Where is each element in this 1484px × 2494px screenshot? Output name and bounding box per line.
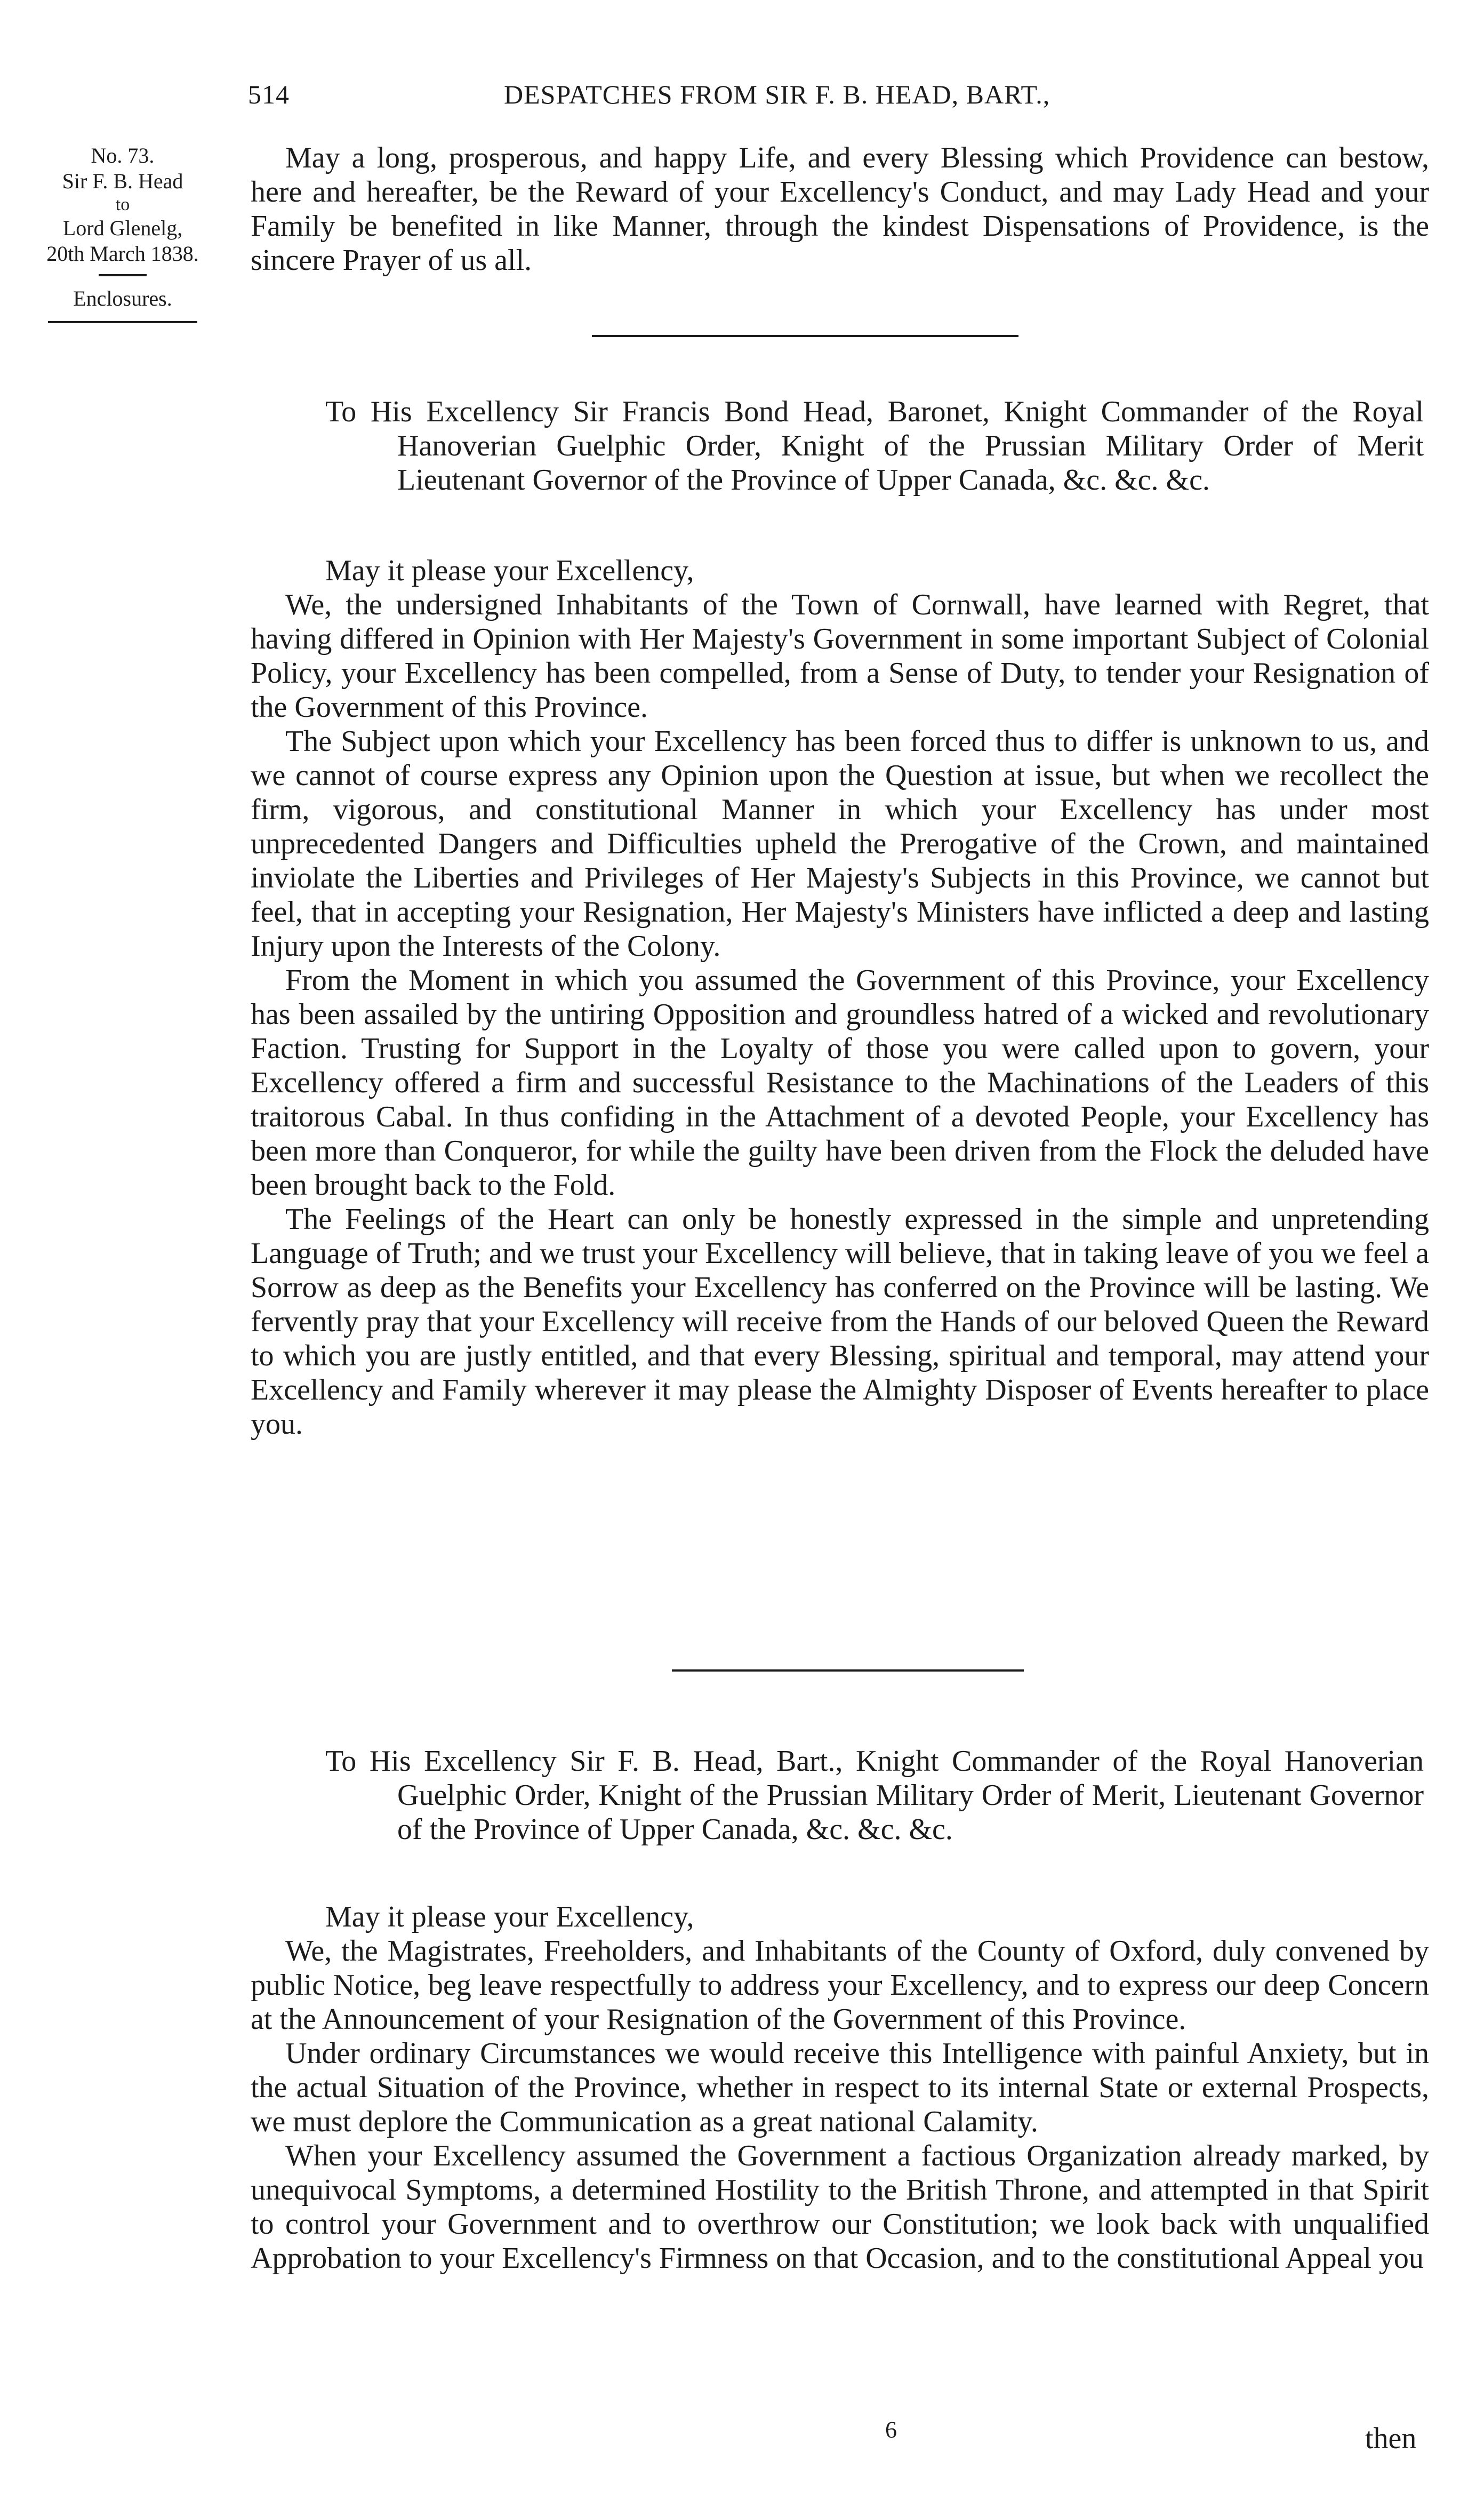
despatch-date: 20th March 1838.	[46, 242, 199, 266]
opening-paragraph: May a long, prosperous, and happy Life, and every Blessing which Providence can bestow, here and hereafter, be the Reward of your Excellency's Conduct, and may Lady Head and your Family be benefited in like Manner, through the kindest Dispensations of Providence, is the sincere Prayer of us all.	[251, 141, 1429, 277]
running-head: DESPATCHES FROM SIR F. B. HEAD, BART.,	[504, 79, 1050, 109]
paragraph: When your Excellency assumed the Government a factious Organization already marked, by unequivocal Symptoms, a determined Hostility to the British Throne, and attempted in that Spirit to control your Government and to overthrow our Constitution; we look back with unqualified Approbation to your Excellency's Firmness on that Occasion, and to the constitutional Appeal you	[251, 2139, 1429, 2275]
salutation-1: May it please your Excellency,	[325, 554, 694, 587]
despatch-to: to	[115, 195, 130, 214]
margin-divider	[48, 321, 197, 323]
despatch-recipient: Lord Glenelg,	[62, 216, 183, 240]
paragraph: The Feelings of the Heart can only be honestly expressed in the simple and unpretending Language of Truth; and we trust your Excellency will believe, that in taking leave of you we feel a Sorrow as deep as the Benefits your Excellency has conferred on the Province will be lasting. We fervently pray that your Excellency will receive from the Hands of our beloved Queen the Reward to which you are justly entitled, and that every Blessing, spiritual and temporal, may attend your Excellency and Family wherever it may please the Almighty Disposer of Events hereafter to place you.	[251, 1203, 1429, 1441]
margin-divider	[99, 274, 147, 276]
margin-note	[21, 143, 224, 323]
paragraph: We, the undersigned Inhabitants of the Town of Cornwall, have learned with Regret, that having differed in Opinion with Her Majesty's Government in some important Subject of Colonial Policy, your Excellency has been compelled, from a Sense of Duty, to tender your Resignation of the Government of this Province.	[251, 588, 1429, 724]
section-divider	[672, 1669, 1024, 1672]
despatch-sender: Sir F. B. Head	[62, 169, 183, 193]
paragraph: The Subject upon which your Excellency has been forced thus to differ is unknown to us, and we cannot of course express any Opinion upon the Question at issue, but when we recollect the firm, vigorous, and constitutional Manner in which your Excellency has under most unprecedented Dangers and Difficulties upheld the Prerogative of the Crown, and maintained inviolate the Liberties and Privileges of Her Majesty's Subjects in this Province, we cannot but feel, that in accepting your Resignation, Her Majesty's Ministers have inflicted a deep and lasting Injury upon the Interests of the Colony.	[251, 725, 1429, 963]
signature-mark: 6	[885, 2417, 897, 2443]
despatch-number: No. 73.	[91, 143, 155, 167]
opening-paragraph-block	[251, 141, 1429, 277]
address-2-body	[251, 1934, 1429, 2275]
salutation-2: May it please your Excellency,	[325, 1900, 694, 1933]
enclosures-label: Enclosures.	[73, 286, 172, 310]
paragraph: From the Moment in which you assumed the Government of this Province, your Excellency has been assailed by the untiring Opposition and groundless hatred of a wicked and revolutionary Faction. Trusting for Support in the Loyalty of those you were called upon to govern, your Excellency offered a firm and successful Resistance to the Machinations of the Leaders of this traitorous Cabal. In thus confiding in the Attachment of a devoted People, your Excellency has been more than Conqueror, for while the guilty have been driven from the Flock the deluded have been brought back to the Fold.	[251, 964, 1429, 1202]
addressee-1: To His Excellency Sir Francis Bond Head, Baronet, Knight Commander of the Royal Hanoverian Guelphic Order, Knight of the Prussian Military Order of Merit Lieutenant Governor of the Province of Upper Canada, &c. &c. &c.	[325, 395, 1424, 497]
paragraph: Under ordinary Circumstances we would receive this Intelligence with painful Anxiety, but in the actual Situation of the Province, whether in respect to its internal State or external Prospects, we must deplore the Communication as a great national Calamity.	[251, 2037, 1429, 2138]
paragraph: We, the Magistrates, Freeholders, and Inhabitants of the County of Oxford, duly convened by public Notice, beg leave respectfully to address your Excellency, and to express our deep Concern at the Announcement of your Resignation of the Government of this Province.	[251, 1935, 1429, 2036]
catchword: then	[1365, 2422, 1417, 2455]
section-divider	[592, 335, 1018, 337]
page-header	[248, 79, 1421, 116]
page-number: 514	[248, 79, 290, 109]
addressee-2: To His Excellency Sir F. B. Head, Bart., Knight Commander of the Royal Hanoverian Guelphic Order, Knight of the Prussian Military Order of Merit, Lieutenant Governor of the Province of Upper Canada, &c. &c. &c.	[325, 1745, 1424, 1846]
address-1-body	[251, 588, 1429, 1441]
